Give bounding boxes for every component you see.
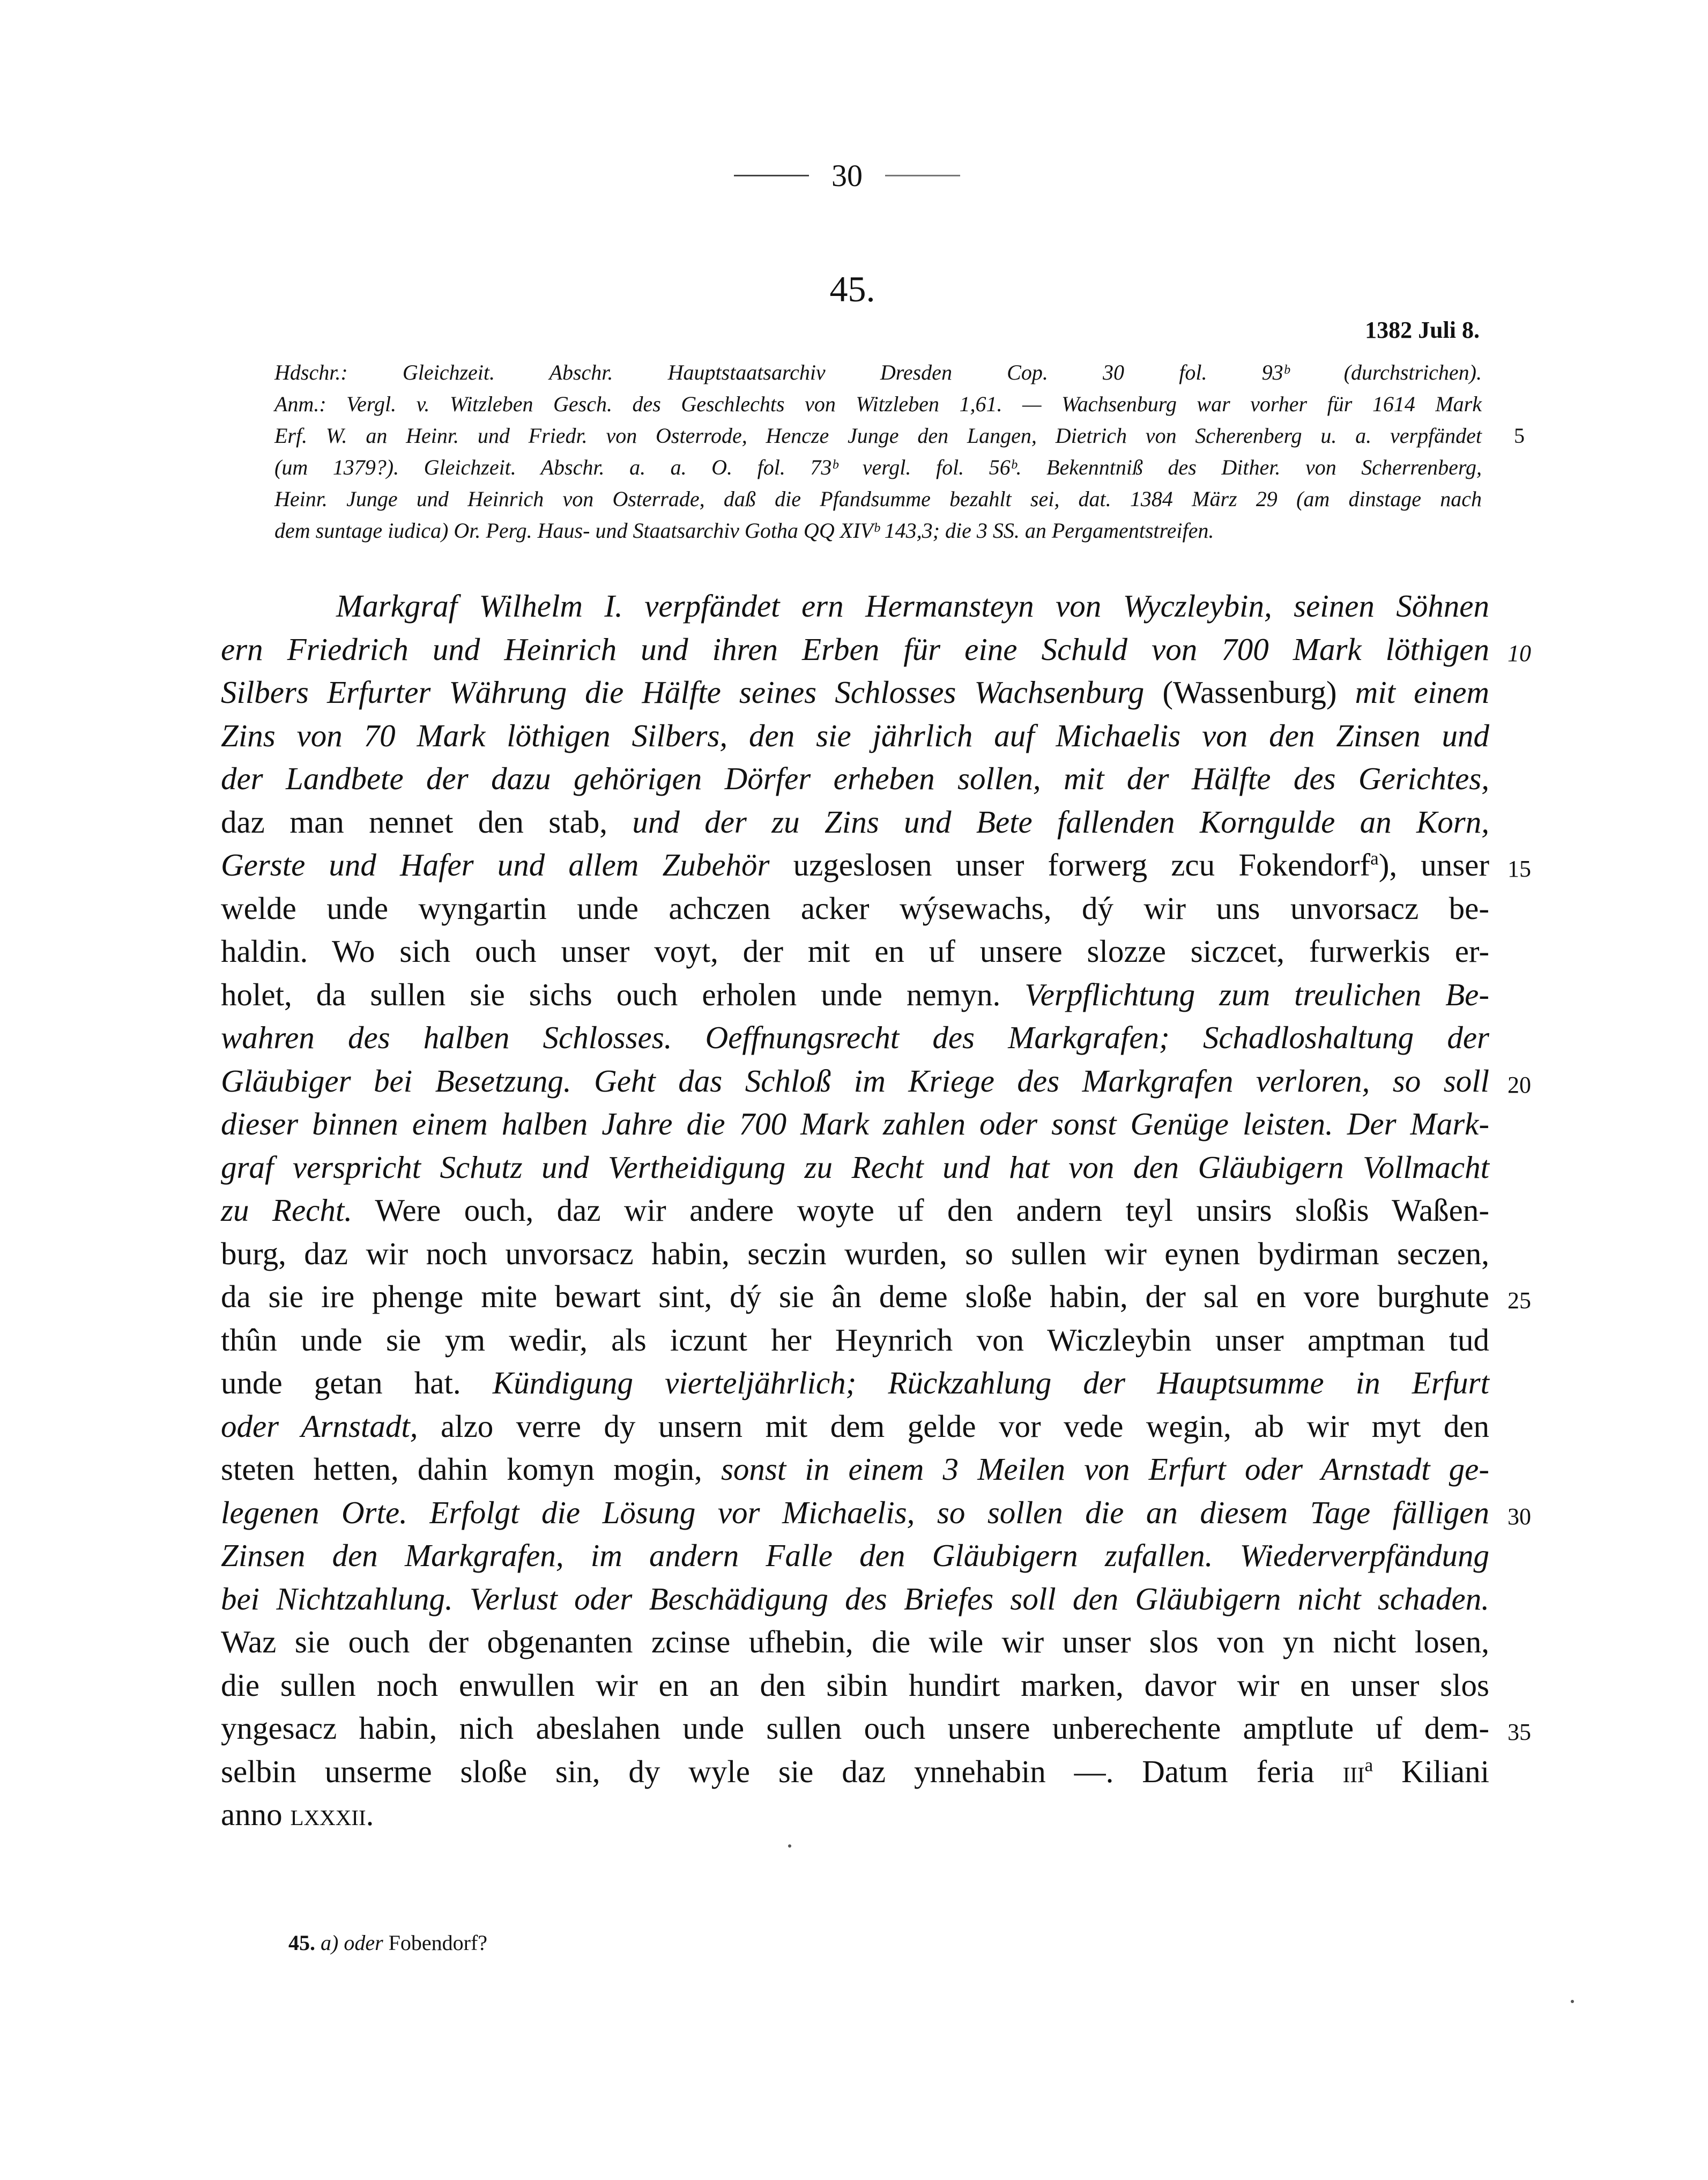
body-line: dieser binnen einem halben Jahre die 700 Mark zahlen oder sonst Genüge leisten. Der Mark- [221, 1106, 1489, 1141]
line-number: 5 [1514, 424, 1525, 448]
body-text-italic: sonst in einem 3 Meilen von Erfurt oder Arnstadt ge- [721, 1451, 1490, 1487]
footnote-marker-text: a) oder [321, 1931, 383, 1955]
body-line: Markgraf Wilhelm I. verpfändet ern Hermansteyn von Wyczleybin, seinen Söhnen [336, 588, 1489, 624]
apparatus-line: Heinr. Junge und Heinrich von Osterrade, daß die Pfandsumme bezahlt sei, dat. 1384 März 29 (am dinstage nach [274, 487, 1482, 511]
body-line: bei Nichtzahlung. Verlust oder Beschädigung des Briefes soll den Gläubigern nicht schaden. [221, 1581, 1489, 1617]
body-line [221, 1189, 1489, 1232]
apparatus-line: (um 1379?). Gleichzeit. Abschr. a. a. O. fol. 73ᵇ vergl. fol. 56ᵇ. Bekenntniß des Dither. von Scherrenberg, [274, 455, 1482, 479]
line-number: 25 [1508, 1287, 1531, 1314]
body-text-italic: mit einem [1355, 674, 1490, 710]
body-text: (Wassenburg) [1162, 674, 1337, 710]
body-line [221, 1793, 1489, 1836]
line-number: 20 [1508, 1071, 1531, 1098]
document-number: 45. [829, 269, 875, 309]
body-line: graf verspricht Schutz und Vertheidigung zu Recht und hat von den Gläubigern Vollmacht [221, 1149, 1489, 1185]
body-text: daz man nennet den stab, [221, 804, 608, 840]
footnote-number: 45. [288, 1931, 315, 1955]
apparatus-line: Hdschr.: Gleichzeit. Abschr. Hauptstaatsarchiv Dresden Cop. 30 fol. 93ᵇ (durchstrichen). [274, 360, 1482, 384]
body-text-italic: Gerste und Hafer und allem Zubehör [221, 847, 770, 883]
body-line [221, 1405, 1489, 1448]
body-text: steten hetten, dahin komyn mogin, [221, 1451, 702, 1487]
page-number: 30 [831, 158, 863, 193]
body-text: anno [221, 1797, 283, 1832]
document-body [221, 584, 1531, 1836]
line-number: 10 [1508, 640, 1531, 666]
line-number: 15 [1508, 856, 1531, 882]
apparatus-line: dem suntage iudica) Or. Perg. Haus- und Staatsarchiv Gotha QQ XIVᵇ 143,3; die 3 SS. an Pergamentstreifen. [274, 518, 1214, 543]
footnote [288, 1930, 487, 1955]
body-line [221, 1059, 1531, 1103]
body-line-text: Gläubiger bei Besetzung. Geht das Schloß im Kriege des Markgrafen verloren, so soll [221, 1063, 1489, 1099]
body-line: Zinsen den Markgrafen, im andern Falle den Gläubigern zufallen. Wiederverpfändung [221, 1538, 1489, 1573]
print-speck [788, 1844, 791, 1848]
body-line-text: ern Friedrich und Heinrich und ihren Erben für eine Schuld von 700 Mark löthigen [221, 631, 1489, 667]
body-line: thûn unde sie ym wedir, als iczunt her Heynrich von Wiczleybin unser amptman tud [221, 1322, 1489, 1358]
body-text-italic: oder Arnstadt, [221, 1408, 418, 1444]
body-line [221, 1361, 1489, 1405]
body-line: die sullen noch enwullen wir en an den sibin hundirt marken, davor wir en unser slos [221, 1667, 1489, 1703]
body-line [221, 800, 1489, 844]
footnote-marker: a [1370, 847, 1379, 869]
body-text: Were ouch, daz wir andere woyte uf den andern teyl unsirs sloßis Waßen- [375, 1192, 1489, 1228]
body-text: alzo verre dy unsern mit dem gelde vor vede wegin, ab wir myt den [441, 1408, 1490, 1444]
body-line [221, 1275, 1531, 1318]
header-rule-left [734, 175, 809, 176]
body-text-italic: Kündigung vierteljährlich; Rückzahlung der Hauptsumme in Erfurt [492, 1365, 1489, 1400]
body-line-text: yngesacz habin, nich abeslahen unde sullen ouch unsere unberechente amptlute uf dem- [221, 1710, 1489, 1746]
body-line: burg, daz wir noch unvorsacz habin, seczin wurden, so sullen wir eynen bydirman seczen, [221, 1235, 1489, 1271]
apparatus-line: Anm.: Vergl. v. Witzleben Gesch. des Geschlechts von Witzleben 1,61. — Wachsenburg war vorher für 1614 Mark [274, 392, 1482, 416]
body-text: Kiliani [1401, 1753, 1490, 1789]
body-line-text: da sie ire phenge mite bewart sint, dý sie ân deme sloße habin, der sal en vore burghute [221, 1279, 1489, 1314]
document-date: 1382 Juli 8. [1365, 317, 1480, 343]
body-line [221, 1750, 1489, 1793]
body-line [221, 671, 1489, 714]
header-rule-right [885, 175, 960, 176]
apparatus-line-text: Erf. W. an Heinr. und Friedr. von Osterrode, Hencze Junge den Langen, Dietrich von Scherenberg u. a. verpfändet [274, 424, 1482, 448]
line-number: 35 [1508, 1719, 1531, 1745]
superscript: a [1364, 1753, 1373, 1775]
body-line: welde unde wyngartin unde achczen acker wýsewachs, dý wir uns unvorsacz be- [221, 890, 1489, 926]
critical-apparatus [274, 357, 1525, 546]
print-speck [1571, 2000, 1574, 2003]
body-line-text: legenen Orte. Erfolgt die Lösung vor Michaelis, so sollen die an diesem Tage fälligen [221, 1494, 1489, 1530]
body-line [221, 1448, 1489, 1491]
roman-numeral: lxxxii. [290, 1797, 374, 1832]
body-line [221, 843, 1531, 887]
body-line: haldin. Wo sich ouch unser voyt, der mit en uf unsere slozze siczcet, furwerkis er- [221, 933, 1489, 969]
line-number: 30 [1508, 1503, 1531, 1530]
body-text: unde getan hat. [221, 1365, 461, 1400]
apparatus-line [274, 420, 1525, 451]
body-line [221, 628, 1531, 671]
body-line: Waz sie ouch der obgenanten zcinse ufhebin, die wile wir unser slos von yn nicht losen, [221, 1624, 1489, 1659]
body-line [221, 973, 1489, 1017]
footnote-text: Fobendorf? [388, 1931, 488, 1955]
body-line: Zins von 70 Mark löthigen Silbers, den sie jährlich auf Michaelis von den Zinsen und [221, 717, 1489, 753]
body-text-italic: Verpflichtung zum treulichen Be- [1024, 976, 1490, 1012]
page-header [697, 151, 997, 199]
body-text: ), unser [1378, 847, 1490, 883]
body-text-italic: zu Recht. [221, 1192, 352, 1228]
body-text-italic: Silbers Erfurter Währung die Hälfte seines Schlosses Wachsenburg [221, 674, 1145, 710]
body-text: selbin unserme sloße sin, dy wyle sie daz ynnehabin —. Datum feria [221, 1753, 1315, 1789]
body-line [221, 1491, 1531, 1534]
body-line: wahren des halben Schlosses. Oeffnungsrecht des Markgrafen; Schadloshaltung der [221, 1020, 1489, 1055]
body-line: der Landbete der dazu gehörigen Dörfer erheben sollen, mit der Hälfte des Gerichtes, [221, 761, 1489, 796]
roman-numeral: iii [1342, 1753, 1365, 1789]
body-text: holet, da sullen sie sichs ouch erholen unde nemyn. [221, 976, 1001, 1012]
body-text: uzgeslosen unser forwerg zcu Fokendorf [793, 847, 1370, 883]
body-line [221, 1707, 1531, 1750]
body-text-italic: und der zu Zins und Bete fallenden Korngulde an Korn, [632, 804, 1489, 840]
